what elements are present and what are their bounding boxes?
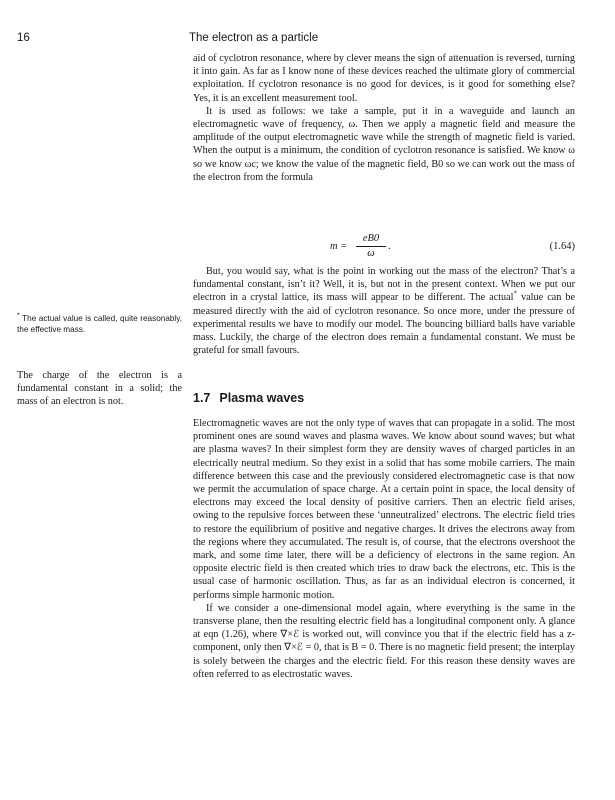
main-column-mid <box>193 265 575 357</box>
equation-1-64 <box>193 231 575 261</box>
page-number: 16 <box>17 32 30 44</box>
main-column-top <box>193 52 575 184</box>
equation-fraction <box>356 233 386 260</box>
equation-numerator: eB0 <box>362 233 380 244</box>
section-title: Plasma waves <box>219 391 305 405</box>
fraction-bar <box>356 246 386 247</box>
equation-lhs: m = <box>330 241 348 252</box>
equation-denominator: ω <box>367 248 375 259</box>
footnote-text: The actual value is called, quite reasonably, the effective mass. <box>17 314 182 334</box>
footnote-mark: * <box>17 312 20 320</box>
main-column-bottom <box>193 417 575 681</box>
footnote-marker: * <box>513 290 518 299</box>
paragraph-3 <box>193 265 575 357</box>
paragraph-1: aid of cyclotron resonance, where by clever means the sign of attenuation is reversed, turning it into gain. As far as I know none of these devices reached the ultimate glory of commercial exploitation. If cyclotron resonance is no good for devices, is it good for something else? Yes, it is an excellent measurement tool. <box>193 53 575 104</box>
paragraph-5: If we consider a one-dimensional model again, where everything is the same in the transverse plane, then the resulting electric field has a longitudinal component only. A glance at eqn (1.26), where ∇×ℰ is worked out, will convince you that if the electric field has a z-component, only then ∇×ℰ = 0, that is B = 0. There is no magnetic field present; the interplay is solely between the charges and the electric field. For this reason these density waves are often referred to as electrostatic waves. <box>193 602 575 680</box>
margin-note: The charge of the electron is a fundamental constant in a solid; the mass of an electron is not. <box>17 370 182 408</box>
equation-number: (1.64) <box>549 241 575 252</box>
section-heading <box>193 391 304 405</box>
paragraph-3-part-2: value can be measured directly with the aid of cyclotron resonance. So once more, under the pressure of experimental results we have to modify our model. The bouncing billiard balls have variable mass. Luckily, the charge of the electron does remain a fundamental constant. We must be grateful for small favours. <box>193 292 575 357</box>
running-title: The electron as a particle <box>189 32 319 44</box>
paragraph-4: Electromagnetic waves are not the only type of waves that can propagate in a solid. The most prominent ones are sound waves and plasma waves. We know about sound waves; but what are plasma waves? In their simplest form they are density waves of charged particles in an electrically neutral medium. So they exist in a solid that has some mobile carriers. The main difference between this case and the previously considered electromagnetic case is that now we permit the accumulation of space charge. At a certain point in space, the local density of electrons may exceed the local density of positive carriers. Then an electric field arises, owing to the repulsive forces between these ‘unneutralized’ electrons. The electric field tries to restore the equilibrium of positive and negative charges. It drives the electrons away from the regions where they accumulated. The result is, of course, that the electrons overshoot the mark, and some time later, there will be a deficiency of electrons in the same region. An opposite electric field is then created which tries to draw back the electrons, etc. This is the usual case of harmonic oscillation. Thus, as far as an individual electron is concerned, it performs simple harmonic motion. <box>193 418 575 601</box>
paragraph-2: It is used as follows: we take a sample, put it in a waveguide and launch an electromagnetic wave of frequency, ω. Then we apply a magnetic field and measure the amplitude of the output electromagnetic wave while the strength of magnetic field is varied. When the output is a minimum, the condition of cyclotron resonance is satisfied. We know ω so we know ωc; we know the value of the magnetic field, B0 so we can work out the mass of the electron from the formula <box>193 105 575 183</box>
paragraph-3-part-1: But, you would say, what is the point in working out the mass of the electron? That’s a fundamental constant, isn’t it? Well, it is, but not in the present context. When we put our electron in a crystal lattice, its mass will appear to be different. The actual <box>193 266 575 304</box>
section-number: 1.7 <box>193 391 211 405</box>
equation-period: . <box>388 241 391 252</box>
footnote <box>17 313 182 335</box>
